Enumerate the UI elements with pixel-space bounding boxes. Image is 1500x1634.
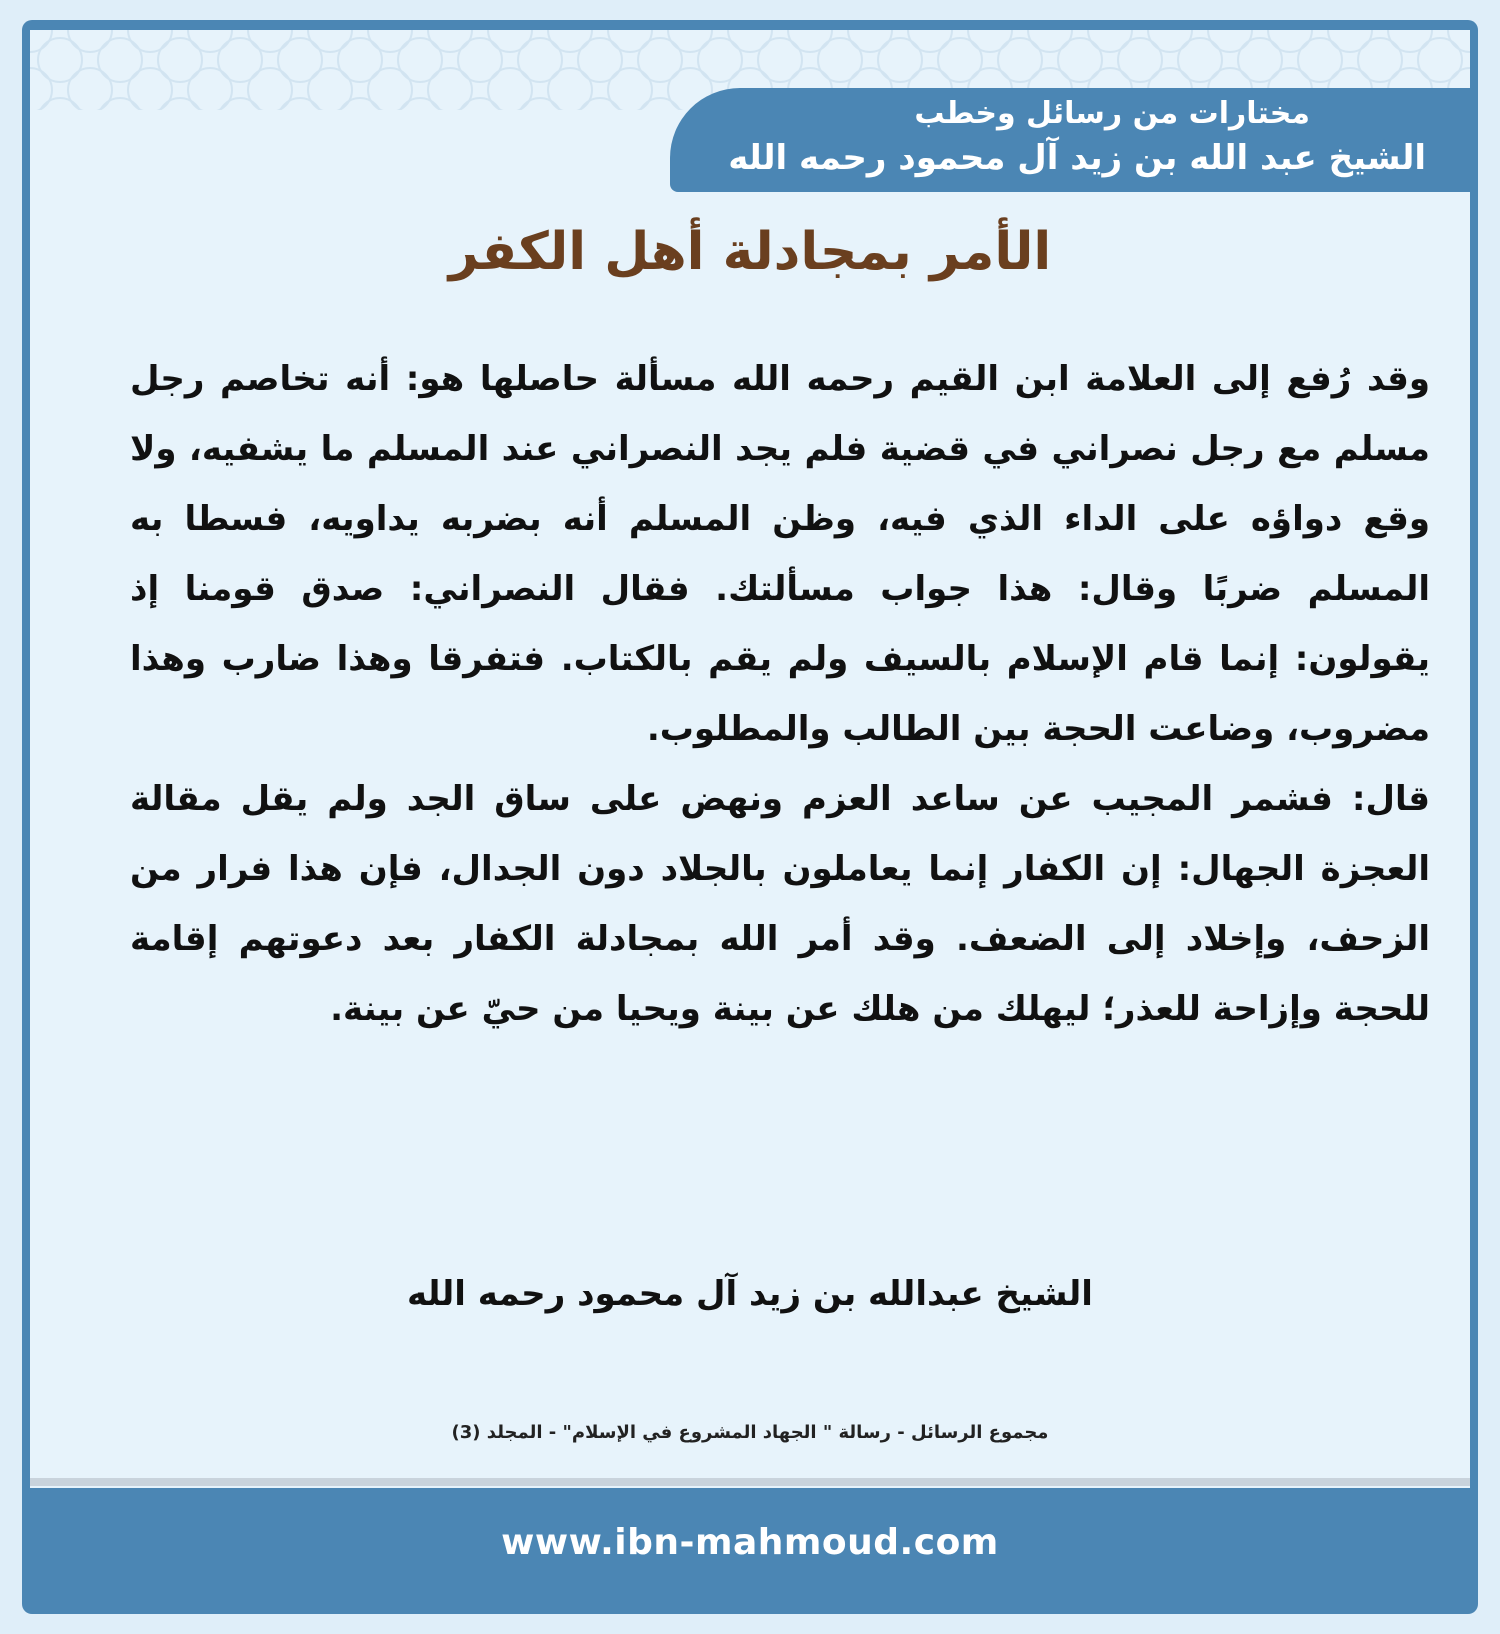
page-title: الأمر بمجادلة أهل الكفر	[448, 222, 1052, 282]
paragraph-2: قال: فشمر المجيب عن ساعد العزم ونهض على ساق الجد ولم يقل مقالة العجزة الجهال: إن الكفار إنما يعاملون بالجلاد دون الجدال، فإن هذا فرار من الزحف، وإخلاد إلى الضعف. وقد أمر الله بمجادلة الكفار بعد دعوتهم إقامة للحجة وإزاحة للعذر؛ ليهلك من هلك عن بينة ويحيا من حيّ عن بينة.	[130, 779, 1430, 1029]
body-text	[130, 344, 1430, 1044]
paragraph-1: وقد رُفع إلى العلامة ابن القيم رحمه الله مسألة حاصلها هو: أنه تخاصم رجل مسلم مع رجل نصراني في قضية فلم يجد النصراني عند المسلم ما يشفيه، ولا وقع دواؤه على الداء الذي فيه، وظن المسلم أنه بضربه يداويه، فسطا به المسلم ضربًا وقال: هذا جواب مسألتك. فقال النصراني: صدق قومنا إذ يقولون: إنما قام الإسلام بالسيف ولم يقم بالكتاب. فتفرقا وهذا ضارب وهذا مضروب، وضاعت الحجة بين الطالب والمطلوب.	[130, 359, 1430, 749]
source-citation: مجموع الرسائل - رسالة " الجهاد المشروع في الإسلام" - المجلد (3)	[451, 1422, 1049, 1443]
content-panel	[30, 30, 1470, 1488]
header-subtitle: مختارات من رسائل وخطب	[914, 96, 1310, 131]
signature: الشيخ عبدالله بن زيد آل محمود رحمه الله	[407, 1274, 1093, 1314]
website-link[interactable]: www.ibn-mahmoud.com	[501, 1522, 999, 1563]
header-banner	[670, 88, 1470, 192]
divider	[30, 1478, 1470, 1486]
header-author: الشيخ عبد الله بن زيد آل محمود رحمه الله	[728, 138, 1426, 178]
